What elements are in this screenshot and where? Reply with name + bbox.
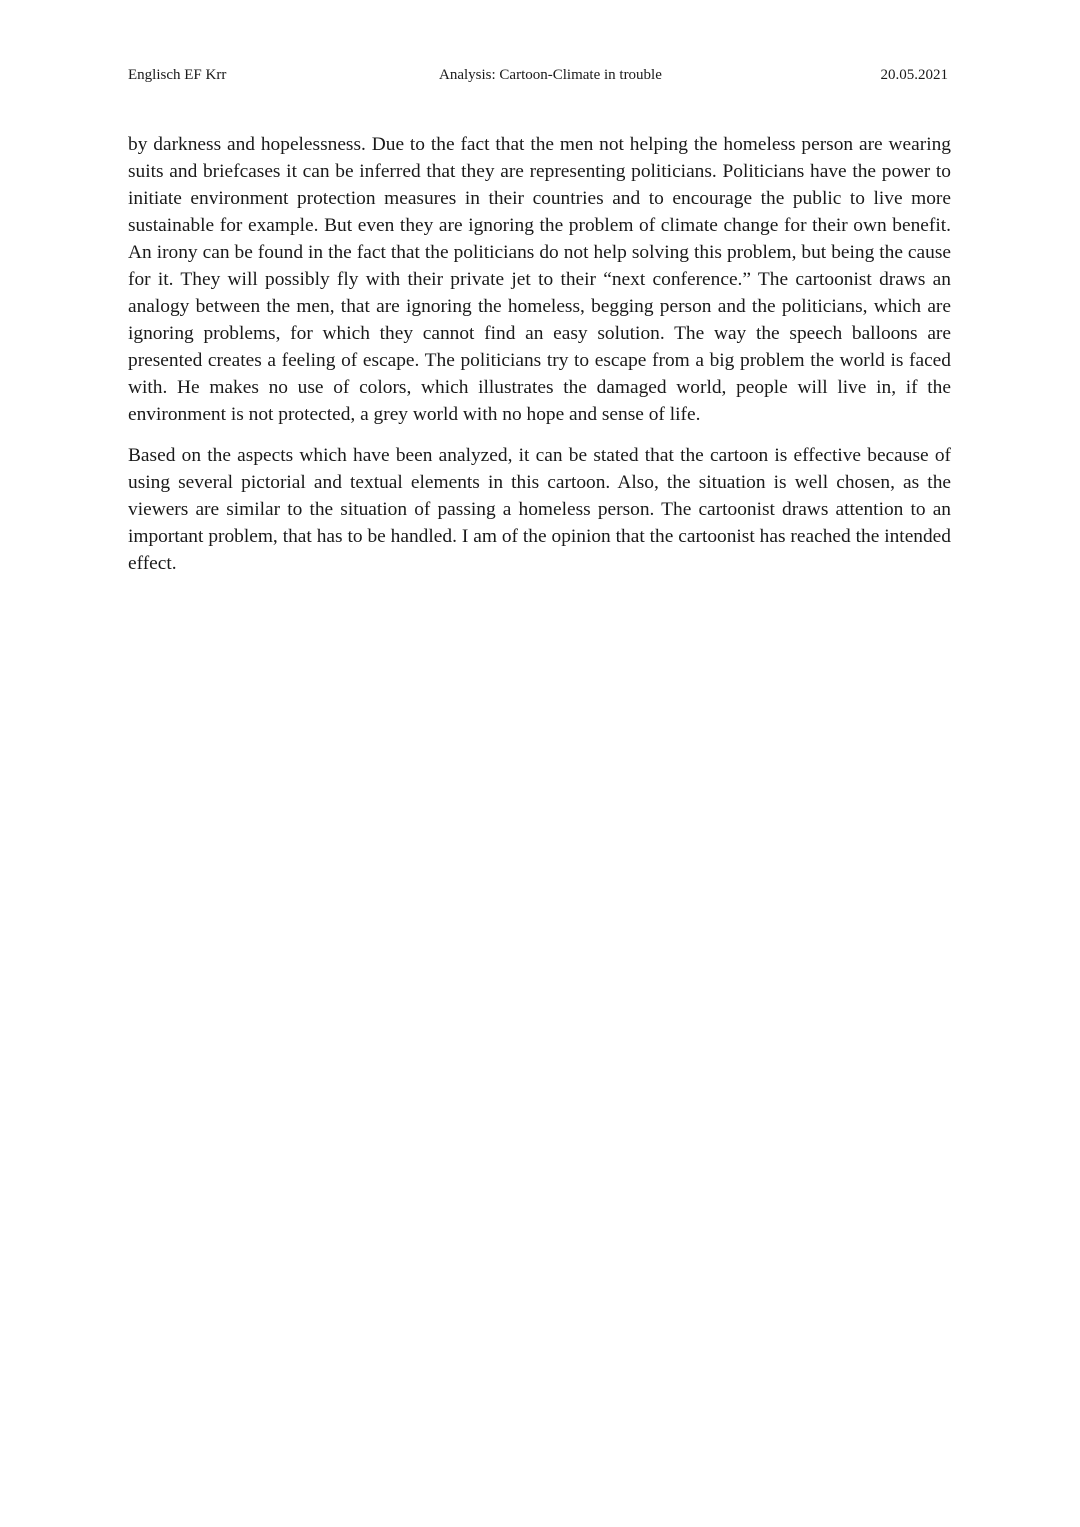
paragraph-analysis: by darkness and hopelessness. Due to the fact that the men not helping the homeless person are wearing suits and briefcases it can be inferred that they are representing politicians. Politicians have the power to initiate environment protection measures in their countries and to encourage the public to live more sustainable for example. But even they are ignoring the problem of climate change for their own benefit. An irony can be found in the fact that the politicians do not help solving this problem, but being the cause for it. They will possibly fly with their private jet to their “next conference.” The cartoonist draws an analogy between the men, that are ignoring the homeless, begging person and the politicians, which are ignoring problems, for which they cannot find an easy solution. The way the speech balloons are presented creates a feeling of escape. The politicians try to escape from a big problem the world is faced with. He makes no use of colors, which illustrates the damaged world, people will live in, if the environment is not protected, a grey world with no hope and sense of life. — [128, 134, 951, 425]
paragraph-conclusion: Based on the aspects which have been analyzed, it can be stated that the cartoon is effective because of using several pictorial and textual elements in this cartoon. Also, the situation is well chosen, as the viewers are similar to the situation of passing a homeless person. The cartoonist draws attention to an important problem, that has to be handled. I am of the opinion that the cartoonist has reached the intended effect. — [128, 445, 951, 574]
document-body — [128, 131, 951, 577]
page-header — [128, 65, 948, 85]
header-title: Analysis: Cartoon-Climate in trouble — [439, 67, 662, 83]
header-date: 20.05.2021 — [880, 67, 948, 83]
header-course: Englisch EF Krr — [128, 67, 227, 83]
